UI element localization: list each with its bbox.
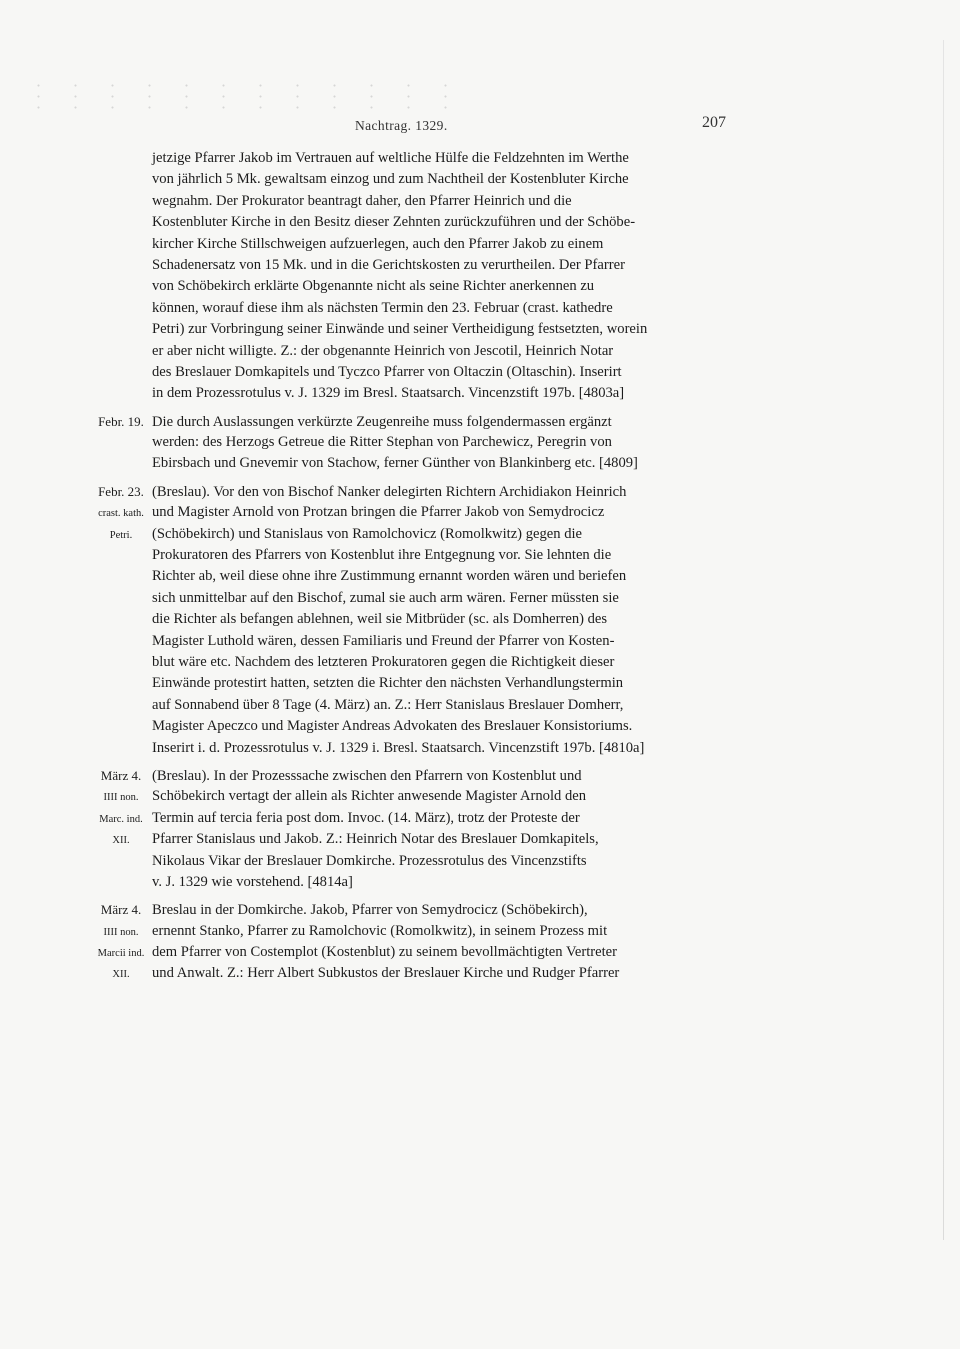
text-line — [90, 963, 740, 984]
text-line — [90, 851, 740, 872]
text-line — [90, 872, 740, 893]
margin-note: Marc. ind. — [99, 813, 143, 825]
text-line — [90, 212, 740, 233]
text-line — [90, 524, 740, 545]
line-text: er aber nicht willigte. Z.: der obgenannte Heinrich von Jescotil, Heinrich Notar — [152, 342, 614, 359]
line-text: Kostenbluter Kirche in den Besitz dieser Zehnten zurückzuführen und der Schöbe- — [152, 214, 636, 231]
line-text: von jährlich 5 Mk. gewaltsam einzog und zum Nachtheil der Kostenbluter Kirche — [152, 171, 629, 188]
text-line — [90, 255, 740, 276]
scan-edge-line — [943, 40, 944, 1240]
scan-noise — [20, 80, 450, 110]
text-line — [90, 765, 740, 786]
text-line — [90, 276, 740, 297]
line-text: ernennt Stanko, Pfarrer zu Ramolchovic (Romolkwitz), in seinem Prozess mit — [152, 922, 608, 939]
margin-note: März 4. — [100, 767, 142, 783]
line-text: des Breslauer Domkapitels und Tyczco Pfarrer von Oltaczin (Oltaschin). Inserirt — [152, 363, 622, 380]
page-header — [0, 114, 960, 138]
margin-note: März 4. — [100, 902, 142, 918]
text-line — [90, 829, 740, 850]
text-line — [90, 411, 740, 432]
line-text: Breslau in der Domkirche. Jakob, Pfarrer von Semydrocicz (Schöbekirch), — [152, 902, 588, 919]
text-line — [90, 738, 740, 759]
line-text: Nikolaus Vikar der Breslauer Domkirche. Prozessrotulus des Vincenzstifts — [152, 852, 587, 869]
line-text: Richter ab, weil diese ohne ihre Zustimmung ernannt worden wären und beriefen — [152, 568, 627, 585]
line-text: blut wäre etc. Nachdem des letzteren Prokuratoren gegen die Richtigkeit dieser — [152, 653, 615, 670]
margin-note: Febr. 23. — [98, 483, 144, 499]
margin-note: IIII non. — [103, 792, 139, 804]
margin-note: crast. kath. — [98, 508, 144, 520]
line-text: Petri) zur Vorbringung seiner Einwände und seiner Vertheidigung festsetzten, worein — [152, 321, 648, 338]
text-line — [90, 341, 740, 362]
line-text: v. J. 1329 wie vorstehend. [4814a] — [152, 873, 353, 890]
text-line — [90, 786, 740, 807]
line-text: Prokuratoren des Pfarrers von Kostenblut ihre Entgegnung vor. Sie lehnten die — [152, 547, 612, 564]
line-text: Schadenersatz von 15 Mk. und in die Gerichtskosten zu verurtheilen. Der Pfarrer — [152, 256, 625, 273]
text-line — [90, 609, 740, 630]
page-number: 207 — [702, 114, 726, 131]
margin-note: Marcii ind. — [97, 948, 145, 960]
text-line — [90, 432, 740, 453]
text-line — [90, 921, 740, 942]
line-text: jetzige Pfarrer Jakob im Vertrauen auf weltliche Hülfe die Feldzehnten im Werthe — [152, 150, 629, 166]
line-text: (Schöbekirch) und Stanislaus von Ramolchovicz (Romolkwitz) gegen die — [152, 525, 583, 542]
text-line — [90, 566, 740, 587]
line-text: Ebirsbach und Gnevemir von Stachow, ferner Günther von Blankinberg etc. [4809] — [152, 455, 638, 472]
text-line — [90, 169, 740, 190]
line-text: von Schöbekirch erklärte Obgenannte nicht als seine Richter anerkennen zu — [152, 278, 595, 295]
text-line — [90, 234, 740, 255]
line-text: werden: des Herzogs Getreue die Ritter Stephan von Parchewicz, Peregrin von — [152, 434, 612, 451]
text-line — [90, 383, 740, 404]
line-text: die Richter als befangen ablehnen, weil sie Mitbrüder (sc. als Domherren) des — [152, 611, 608, 628]
line-text: Die durch Auslassungen verkürzte Zeugenreihe muss folgendermassen ergänzt — [152, 413, 612, 430]
text-line — [90, 652, 740, 673]
text-line — [90, 942, 740, 963]
margin-note: XII. — [112, 835, 130, 847]
text-line — [90, 191, 740, 212]
margin-note: XII. — [112, 969, 130, 981]
text-line — [90, 695, 740, 716]
line-text: kircher Kirche Stillschweigen aufzuerlegen, auch den Pfarrer Jakob zu einem — [152, 235, 604, 252]
margin-note: Petri. — [109, 529, 133, 541]
line-text: (Breslau). Vor den von Bischof Nanker delegirten Richtern Archidiakon Heinrich — [152, 483, 627, 500]
line-text: Einwände protestirt hatten, setzten die Richter den nächsten Verhandlungstermin — [152, 675, 624, 692]
margin-note: IIII non. — [103, 926, 139, 938]
text-line — [90, 808, 740, 829]
text-line — [90, 588, 740, 609]
line-text: und Anwalt. Z.: Herr Albert Subkustos der Breslauer Kirche und Rudger Pfarrer — [152, 965, 620, 982]
line-text: Inserirt i. d. Prozessrotulus v. J. 1329 i. Bresl. Staatsarch. Vincenzstift 197b. [4810a] — [152, 739, 645, 756]
line-text: (Breslau). In der Prozesssache zwischen den Pfarrern von Kostenblut und — [152, 767, 582, 784]
text-line — [90, 453, 740, 474]
line-text: dem Pfarrer von Costemplot (Kostenblut) zu seinem bevollmächtigten Vertreter — [152, 944, 617, 961]
text-line — [90, 481, 740, 502]
line-text: auf Sonnabend über 8 Tage (4. März) an. Z.: Herr Stanislaus Breslauer Domherr, — [152, 696, 624, 713]
line-text: in dem Prozessrotulus v. J. 1329 im Bresl. Staatsarch. Vincenzstift 197b. [4803a] — [152, 385, 625, 402]
text-line — [90, 673, 740, 694]
line-text: wegnahm. Der Prokurator beantragt daher, den Pfarrer Heinrich und die — [152, 192, 572, 209]
text-line — [90, 298, 740, 319]
line-text: Termin auf tercia feria post dom. Invoc. (14. März), trotz der Proteste der — [152, 809, 580, 826]
running-head: Nachtrag. 1329. — [355, 118, 448, 133]
text-line — [90, 899, 740, 920]
line-text: und Magister Arnold von Protzan bringen die Pfarrer Jakob von Semydrocicz — [152, 504, 605, 521]
text-line — [90, 319, 740, 340]
document-body — [90, 148, 740, 985]
line-text: Magister Luthold wären, dessen Familiaris und Freund der Pfarrer von Kosten- — [152, 632, 615, 649]
text-line — [90, 716, 740, 737]
line-text: sich unmittelbar auf den Bischof, zumal sie auch arm wären. Ferner müssten sie — [152, 589, 619, 606]
text-line — [90, 502, 740, 523]
line-text: Pfarrer Stanislaus und Jakob. Z.: Heinrich Notar des Breslauer Domkapitels, — [152, 831, 599, 848]
text-line — [90, 631, 740, 652]
text-line — [90, 362, 740, 383]
margin-note: Febr. 19. — [98, 413, 144, 429]
line-text: können, worauf diese ihm als nächsten Termin den 23. Februar (crast. kathedre — [152, 299, 613, 316]
line-text: Magister Apeczco und Magister Andreas Advokaten des Breslauer Konsistoriums. — [152, 718, 633, 735]
text-line — [90, 545, 740, 566]
text-line — [90, 148, 740, 169]
line-text: Schöbekirch vertagt der allein als Richter anwesende Magister Arnold den — [152, 788, 587, 805]
